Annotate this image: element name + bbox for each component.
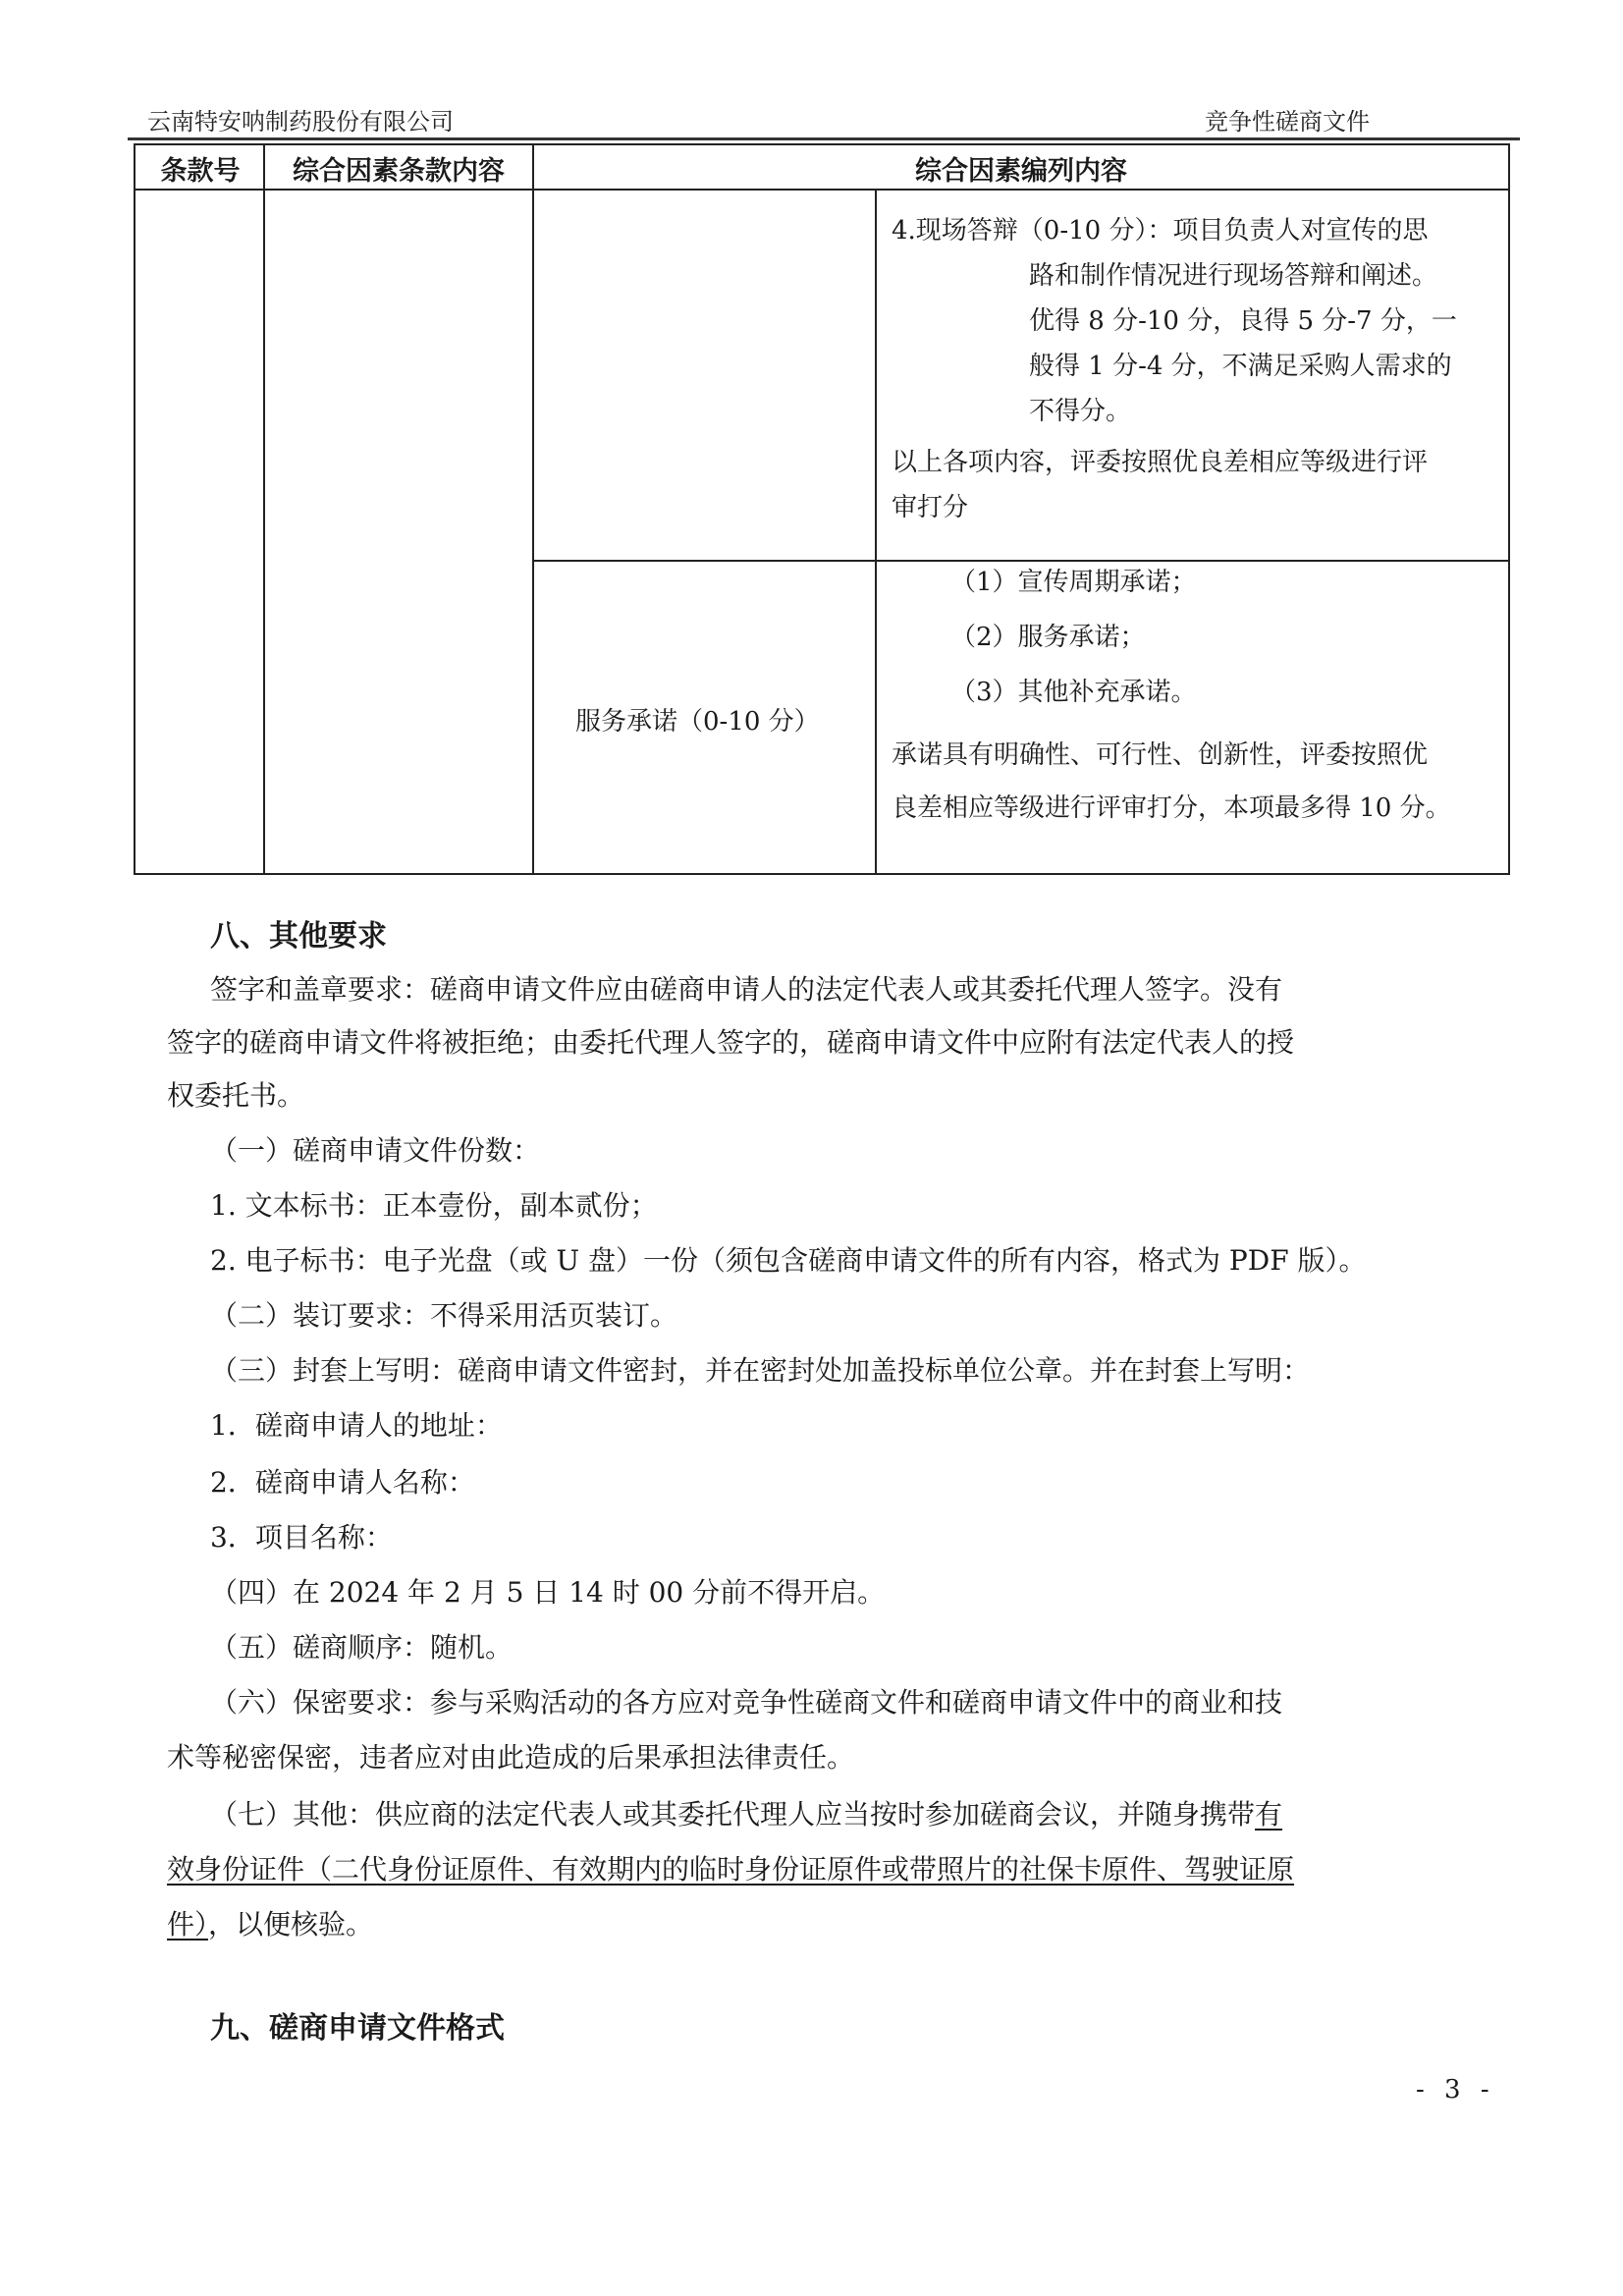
cell-line: 路和制作情况进行现场答辩和阐述。	[1029, 261, 1438, 291]
item-1: （一）磋商申请文件份数：	[210, 1134, 541, 1167]
table-header-factor: 综合因素条款内容	[293, 156, 505, 187]
cell-line: 般得 1 分-4 分，不满足采购人需求的	[1029, 352, 1452, 381]
table-header-clause-no: 条款号	[160, 156, 241, 187]
table-row2-label: 服务承诺（0-10 分）	[575, 707, 820, 737]
cell-line: 优得 8 分-10 分，良得 5 分-7 分，一	[1029, 306, 1457, 336]
cell-line: 承诺具有明确性、可行性、创新性，评委按照优	[892, 740, 1429, 770]
cell-line: 良差相应等级进行评审打分，本项最多得 10 分。	[892, 793, 1451, 823]
item-7-line	[167, 1903, 373, 1942]
paragraph-line: 签字和盖章要求：磋商申请文件应由磋商申请人的法定代表人或其委托代理人签字。没有	[210, 973, 1283, 1006]
item-7-underlined: 有	[1255, 1798, 1283, 1831]
page-number: - 3 -	[1416, 2075, 1495, 2105]
item-4: （四）在 2024 年 2 月 5 日 14 时 00 分前不得开启。	[210, 1576, 886, 1609]
cell-line: 4.现场答辩（0-10 分）：项目负责人对宣传的思	[892, 216, 1429, 246]
header-company: 云南特安呐制药股份有限公司	[147, 108, 454, 136]
item-7-underlined: 件）	[167, 1908, 209, 1941]
item-1a: 1. 文本标书：正本壹份，副本贰份；	[210, 1189, 658, 1222]
item-5: （五）磋商顺序：随机。	[210, 1631, 514, 1664]
cell-line: 不得分。	[1029, 397, 1132, 426]
item-6-line: 术等秘密保密，违者应对由此造成的后果承担法律责任。	[167, 1741, 855, 1774]
section-8-title: 八、其他要求	[210, 919, 387, 954]
table-row2-content	[892, 560, 1451, 831]
item-3a: 1．磋商申请人的地址：	[210, 1409, 503, 1442]
cell-line: （3）其他补充承诺。	[950, 678, 1197, 707]
cell-line: （2）服务承诺；	[950, 623, 1146, 652]
header-rule	[128, 137, 1520, 140]
item-7-text: （七）其他：供应商的法定代表人或其委托代理人应当按时参加磋商会议，并随身携带	[210, 1798, 1256, 1831]
table-header-content: 综合因素编列内容	[915, 156, 1127, 187]
item-2: （二）装订要求：不得采用活页装订。	[210, 1299, 678, 1332]
cell-line: 以上各项内容，评委按照优良差相应等级进行评	[892, 448, 1429, 477]
item-7-line-underlined: 效身份证件（二代身份证原件、有效期内的临时身份证原件或带照片的社保卡原件、驾驶证原	[167, 1853, 1295, 1886]
item-3c: 3．项目名称：	[210, 1521, 393, 1554]
item-1b: 2. 电子标书：电子光盘（或 U 盘）一份（须包含磋商申请文件的所有内容，格式为 PDF 版）。	[210, 1244, 1367, 1277]
item-3b: 2．磋商申请人名称：	[210, 1466, 475, 1499]
item-7-text: ，以便核验。	[208, 1908, 374, 1941]
section-9-title: 九、磋商申请文件格式	[210, 2011, 505, 2046]
item-7-line	[210, 1793, 1282, 1832]
table-row1-content	[892, 208, 1457, 530]
cell-line: （1）宣传周期承诺；	[950, 568, 1197, 597]
cell-line: 审打分	[892, 493, 969, 522]
item-3: （三）封套上写明：磋商申请文件密封，并在密封处加盖投标单位公章。并在封套上写明：	[210, 1354, 1311, 1387]
header-doc-type: 竞争性磋商文件	[1205, 108, 1370, 136]
item-6-line: （六）保密要求：参与采购活动的各方应对竞争性磋商文件和磋商申请文件中的商业和技	[210, 1686, 1283, 1719]
paragraph-line: 签字的磋商申请文件将被拒绝；由委托代理人签字的，磋商申请文件中应附有法定代表人的授	[167, 1026, 1295, 1059]
paragraph-line: 权委托书。	[167, 1079, 305, 1112]
